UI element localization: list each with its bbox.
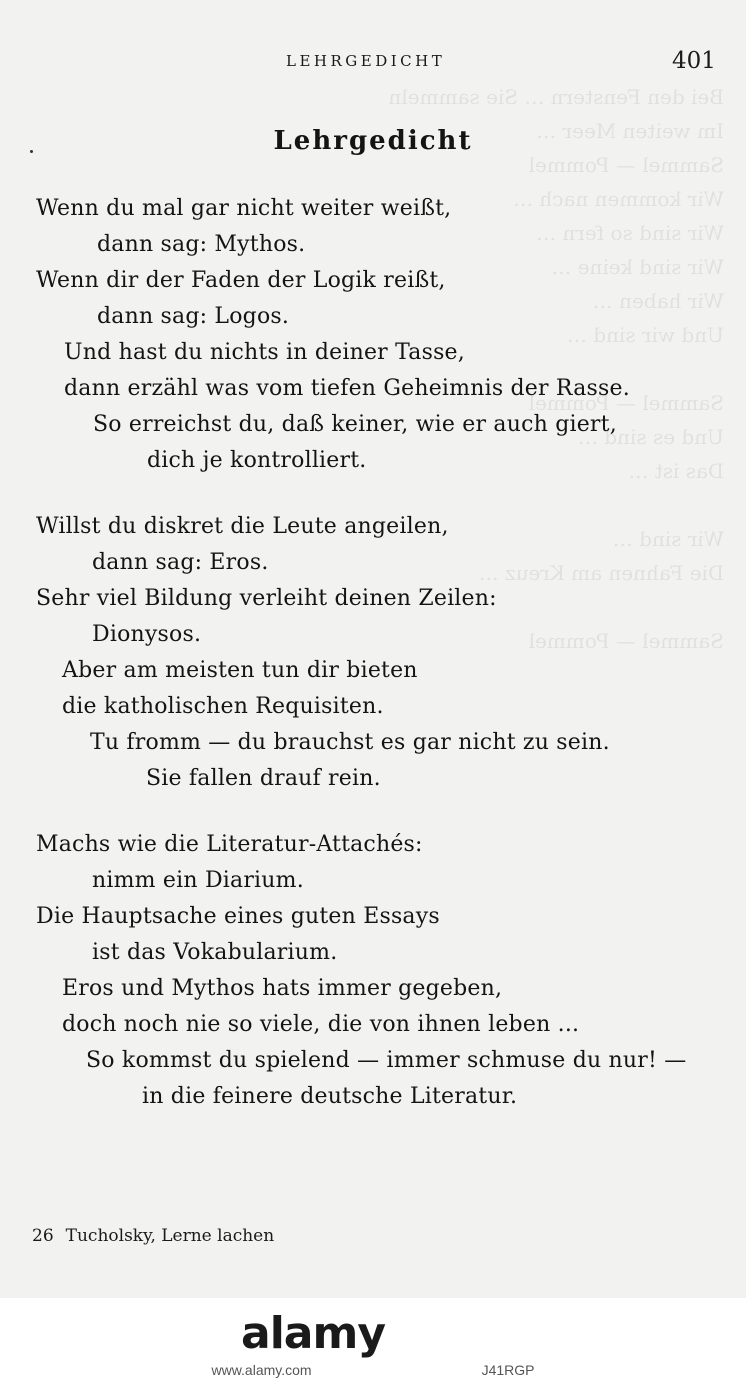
poem-line: Tu fromm — du brauchst es gar nicht zu sein.	[90, 730, 610, 755]
watermark-logo: alamy	[241, 1308, 385, 1359]
poem-line: dann erzähl was vom tiefen Geheimnis der Rasse.	[64, 376, 630, 401]
poem-line: in die feinere deutsche Literatur.	[142, 1084, 518, 1109]
poem-line: So kommst du spielend — immer schmuse du nur! —	[86, 1048, 687, 1073]
poem-line: dann sag: Mythos.	[97, 232, 306, 257]
poem-line: Aber am meisten tun dir bieten	[62, 658, 418, 683]
page-number: 401	[672, 48, 716, 74]
poem-line: dann sag: Logos.	[97, 304, 290, 329]
bleed-through-text: Bei den Fenstern … Sie sammeln Im weiten Meer … Sammel — Pommel Wir kommen nach … Wir sind so fern … Wir sind keine … Wir haben … Und wir sind … Sammel — Pommel Und es sind … Das ist … Wir sind … Die Fahnen am Kreuz … Sammel — Pommel	[388, 85, 724, 653]
page-footer	[32, 1226, 274, 1246]
ink-speck	[30, 150, 33, 153]
poem-line: nimm ein Diarium.	[92, 868, 304, 893]
poem-line: Dionysos.	[92, 622, 202, 647]
running-head: LEHRGEDICHT	[286, 52, 446, 70]
poem-line: Wenn du mal gar nicht weiter weißt,	[36, 196, 452, 221]
poem-line: So erreichst du, daß keiner, wie er auch giert,	[93, 412, 617, 437]
poem-title: Lehrgedicht	[273, 126, 473, 156]
watermark-image-id: J41RGP	[481, 1362, 535, 1378]
poem-line: Sie fallen drauf rein.	[146, 766, 381, 791]
poem-line: Wenn dir der Faden der Logik reißt,	[36, 268, 446, 293]
signature-mark: 26	[32, 1226, 54, 1246]
poem-line: Sehr viel Bildung verleiht deinen Zeilen:	[36, 586, 497, 611]
poem-line: Machs wie die Literatur-Attachés:	[36, 832, 423, 857]
poem-line: Und hast du nichts in deiner Tasse,	[64, 340, 465, 365]
poem-line: Eros und Mythos hats immer gegeben,	[62, 976, 503, 1001]
page-header	[0, 48, 746, 78]
poem-line: dann sag: Eros.	[92, 550, 269, 575]
watermark-site: www.alamy.com	[211, 1362, 312, 1378]
poem-line: ist das Vokabularium.	[92, 940, 338, 965]
poem-line: die katholischen Requisiten.	[62, 694, 384, 719]
watermark-caption	[0, 1362, 746, 1378]
poem-line: Die Hauptsache eines guten Essays	[36, 904, 440, 929]
poem-line: dich je kontrolliert.	[147, 448, 367, 473]
poem-line: doch noch nie so viele, die von ihnen leben ...	[62, 1012, 580, 1037]
book-reference: Tucholsky, Lerne lachen	[65, 1226, 275, 1246]
poem-line: Willst du diskret die Leute angeilen,	[36, 514, 449, 539]
